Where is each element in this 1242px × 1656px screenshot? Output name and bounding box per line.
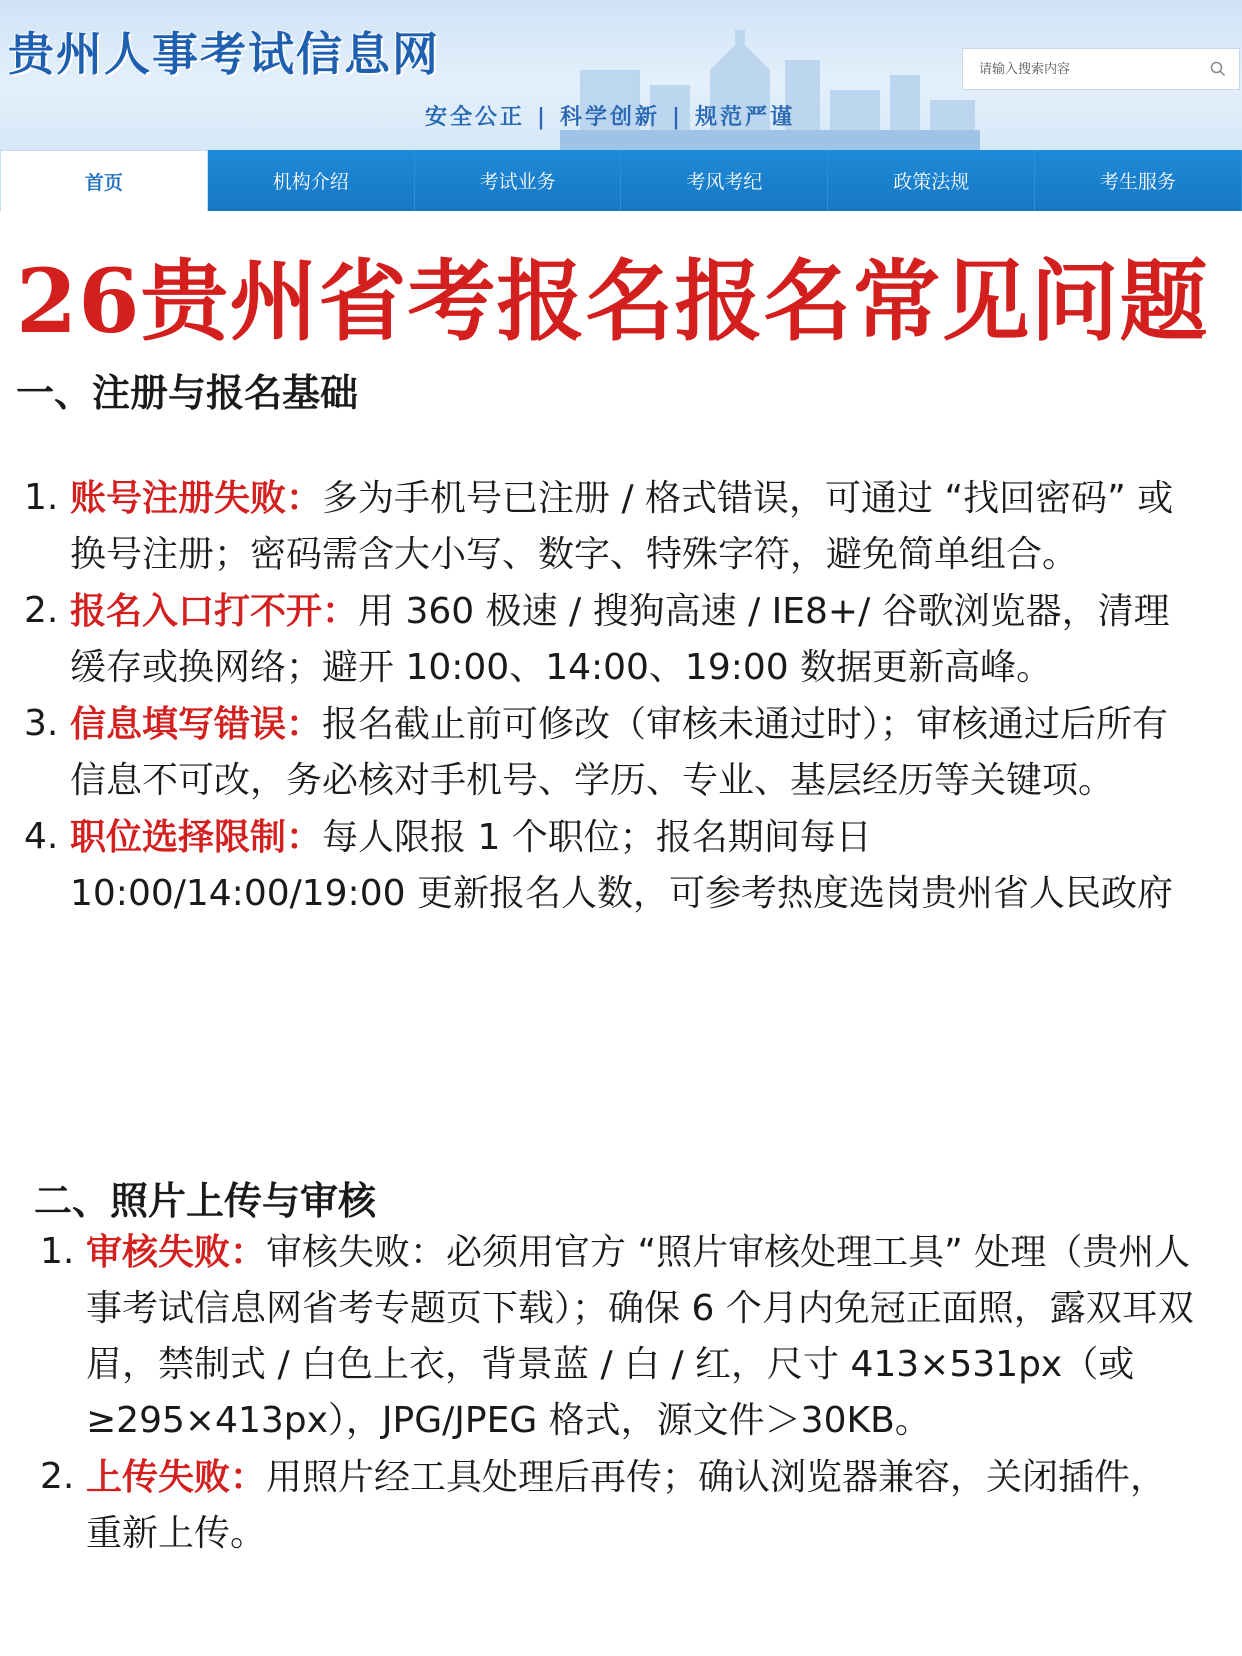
item-keyword: 报名入口打不开： — [70, 590, 359, 632]
item-text: 每人限报 1 个职位；报名期间每日 10:00/14:00/19:00 更新报名人数，可参考热度选岗贵州省人民政府 — [70, 817, 1173, 914]
nav-item-policy[interactable]: 政策法规 — [828, 150, 1035, 211]
nav-item-about[interactable]: 机构介绍 — [208, 150, 415, 211]
site-slogan — [425, 100, 795, 131]
item-number: 2. — [24, 590, 59, 631]
item-number: 2. — [40, 1456, 75, 1497]
nav-item-discipline[interactable]: 考风考纪 — [621, 150, 828, 211]
nav-item-candidate-services[interactable]: 考生服务 — [1035, 150, 1242, 211]
list-item — [24, 809, 1184, 922]
item-number: 1. — [24, 477, 59, 518]
search-box — [962, 48, 1240, 90]
site-banner — [0, 0, 1242, 150]
item-number: 4. — [24, 816, 59, 857]
list-item — [24, 470, 1184, 583]
item-number: 1. — [40, 1231, 75, 1272]
main-nav — [0, 150, 1242, 211]
item-text: 用照片经工具处理后再传；确认浏览器兼容，关闭插件，重新上传。 — [86, 1457, 1167, 1554]
item-number: 3. — [24, 703, 59, 744]
item-keyword: 职位选择限制： — [70, 816, 323, 858]
list-item — [40, 1449, 1200, 1562]
search-input[interactable] — [979, 62, 1209, 77]
item-text: 多为手机号已注册 / 格式错误，可通过 “找回密码” 或换号注册；密码需含大小写、数字、特殊字符，避免简单组合。 — [70, 478, 1174, 575]
item-keyword: 审核失败： — [86, 1231, 267, 1273]
nav-item-exams[interactable]: 考试业务 — [415, 150, 622, 211]
item-text: 用 360 极速 / 搜狗高速 / IE8+/ 谷歌浏览器，清理缓存或换网络；避开 10:00、14:00、19:00 数据更新高峰。 — [70, 591, 1170, 688]
slogan-part: 科学创新 — [560, 104, 661, 130]
site-title[interactable]: 贵州人事考试信息网 — [8, 27, 440, 81]
slogan-part: 规范严谨 — [695, 104, 796, 130]
list-item — [40, 1224, 1200, 1449]
item-keyword: 账号注册失败： — [70, 477, 323, 519]
slogan-separator: | — [537, 104, 549, 130]
section-heading: 一、注册与报名基础 — [16, 370, 359, 415]
nav-item-home[interactable]: 首页 — [0, 150, 208, 211]
page-title: 26贵州省考报名报名常见问题 — [16, 249, 1209, 353]
slogan-part: 安全公正 — [425, 104, 526, 130]
list-item — [24, 583, 1184, 696]
item-text: 报名截止前可修改（审核未通过时）；审核通过后所有信息不可改，务必核对手机号、学历、专业、基层经历等关键项。 — [70, 704, 1169, 801]
list-item — [24, 696, 1184, 809]
item-keyword: 上传失败： — [86, 1456, 267, 1498]
section-heading: 二、照片上传与审核 — [34, 1178, 377, 1223]
item-keyword: 信息填写错误： — [70, 703, 323, 745]
faq-list — [24, 470, 1184, 922]
slogan-separator: | — [672, 104, 684, 130]
city-skyline-illustration — [560, 30, 980, 150]
search-icon[interactable] — [1209, 60, 1227, 78]
faq-list — [40, 1224, 1200, 1562]
item-text: 审核失败：必须用官方 “照片审核处理工具” 处理（贵州人事考试信息网省考专题页下载）；确保 6 个月内免冠正面照，露双耳双眉，禁制式 / 白色上衣，背景蓝 / 白 / 红，尺寸 413×531px（或≥295×413px），JPG/JPEG 格式，源文件＞30KB。 — [86, 1232, 1194, 1441]
